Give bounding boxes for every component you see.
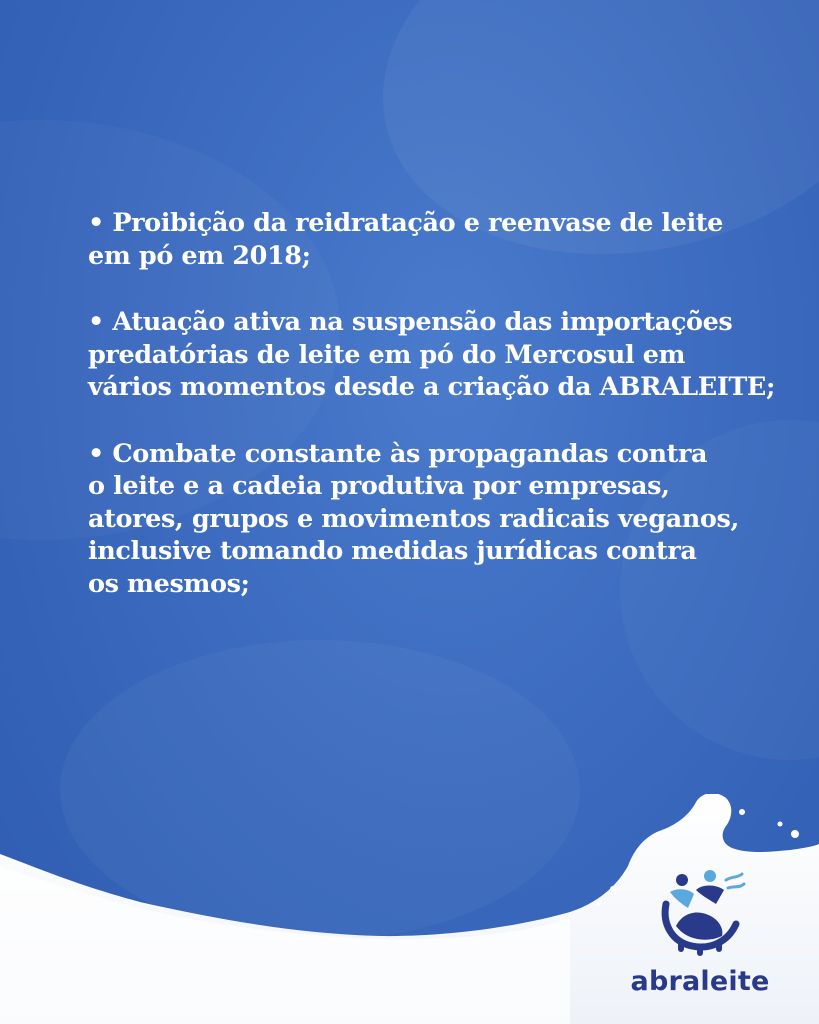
text-line: • Proibição da reidratação e reenvase de leite [88,208,723,238]
text-line: • Atuação ativa na suspensão das importações [88,307,733,337]
text-line: os mesmos; [88,568,250,599]
text-line: vários momentos desde a criação da ABRALEITE; [88,372,775,402]
brand-name: abraleite [630,966,770,997]
text-line: o leite e a cadeia produtiva por empresas, [88,471,670,501]
text-line: • Combate constante às propagandas contra [88,438,708,469]
achievement-item [88,438,788,601]
achievements-list [88,207,788,634]
text-line: predatórias de leite em pó do Mercosul em [88,339,686,370]
text-line: em pó em 2018; [88,240,311,271]
achievement-item [88,306,788,404]
text-line: inclusive tomando medidas jurídicas contra [88,536,697,566]
achievement-item [88,207,788,272]
text-line: atores, grupos e movimentos radicais veganos, [88,503,739,534]
cow-udder-figures-icon [652,866,748,956]
